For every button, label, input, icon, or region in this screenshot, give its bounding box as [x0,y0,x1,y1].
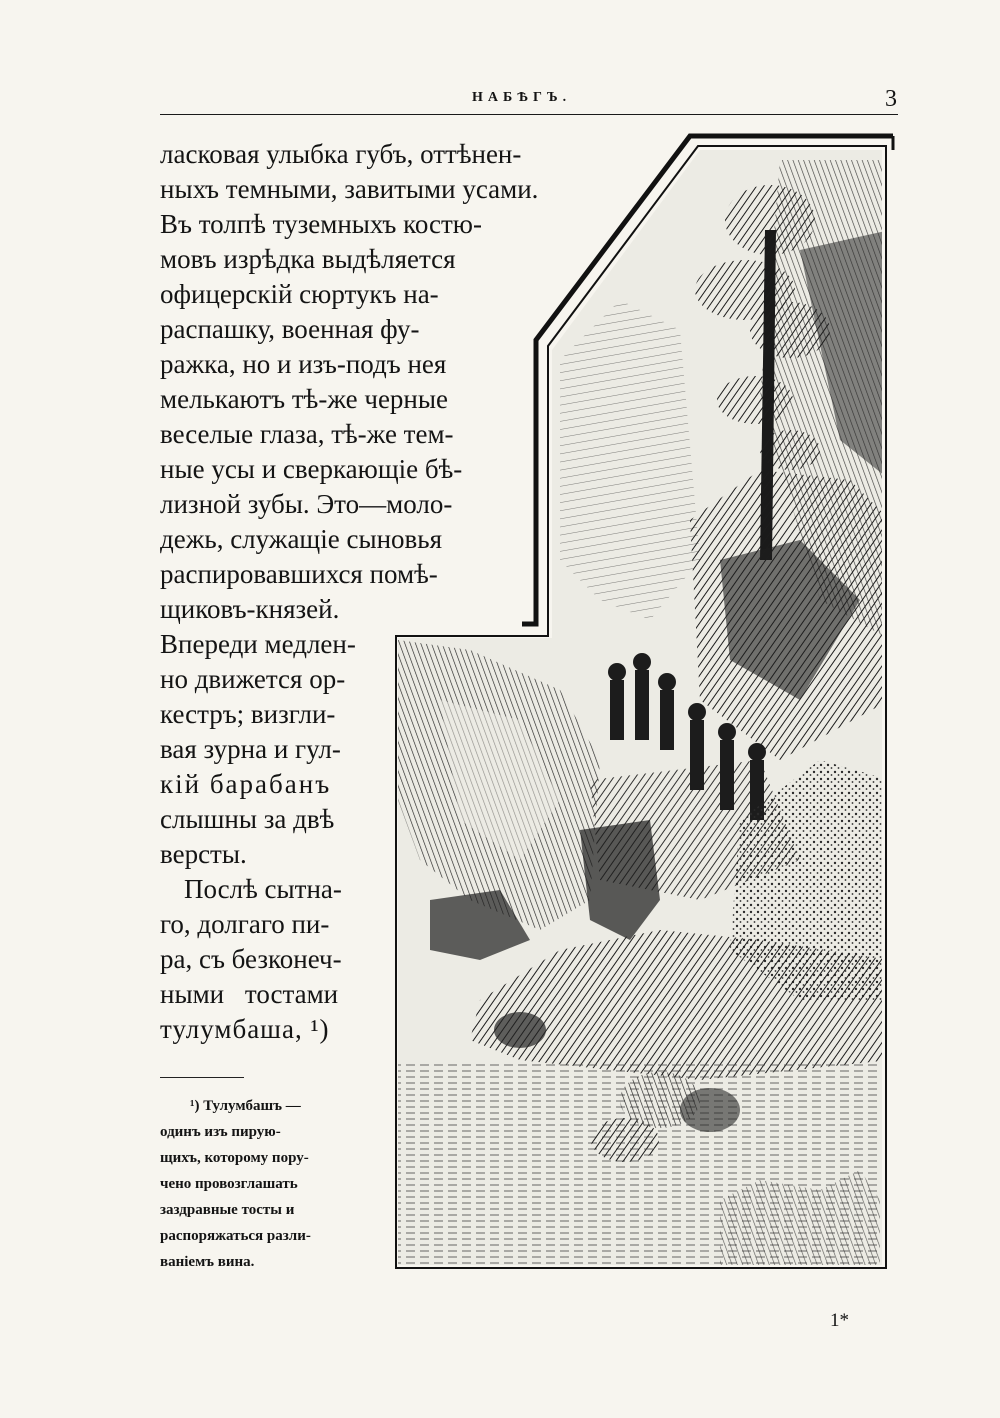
text-line: веселые глаза, тѣ-же тем- [160,419,454,449]
text-line: ласковая улыбка губъ, оттѣнен- [160,139,522,169]
text-line: но движется ор- [160,664,346,694]
text-line: распировавшихся помѣ- [160,559,438,589]
text-line: кестръ; визгли- [160,699,336,729]
text-line: мовъ изрѣдка выдѣляется [160,244,456,274]
footnote-rule [160,1077,244,1078]
page-number: 3 [885,86,897,112]
text-line: офицерскій сюртукъ на- [160,279,439,309]
text-line: кій барабанъ [160,769,332,799]
text-line: ражка, но и изъ-подъ нея [160,349,447,379]
text-line: версты. [160,839,247,869]
text-line: ра, съ безконеч- [160,944,342,974]
text-line: ныхъ темными, завитыми усами. [160,174,539,204]
footnote-line: одинъ изъ пирую- [160,1124,281,1140]
text-line: распашку, военная фу- [160,314,420,344]
text-line: дежь, служащіе сыновья [160,524,443,554]
signature-mark: 1* [830,1310,849,1331]
text-line: лизной зубы. Это—моло- [160,489,453,519]
footnote-line: заздравные тосты и [160,1202,295,1218]
text-line: вая зурна и гул- [160,734,341,764]
text-line: мелькаютъ тѣ-же черные [160,384,448,414]
running-title: НАБѢГЪ. [472,90,572,105]
footnote-line: ¹) Тулумбашъ — [190,1098,301,1114]
footnote-line: распоряжаться разли- [160,1228,311,1244]
text-line: Въ толпѣ туземныхъ костю- [160,209,482,239]
text-line: слышны за двѣ [160,804,335,834]
text-line: го, долгаго пи- [160,909,330,939]
text-line: Впереди медлен- [160,629,356,659]
footnote-line: чено провозглашать [160,1176,298,1192]
text-line: тулумбаша, ¹) [160,1014,330,1044]
footnote-line: щихъ, которому пору- [160,1150,309,1166]
text-line: ными тостами [160,979,339,1009]
text-line: Послѣ сытна- [184,874,342,904]
text-line: ные усы и сверкающіе бѣ- [160,454,463,484]
footnote-line: ваніемъ вина. [160,1254,255,1270]
text-line: щиковъ-князей. [160,594,340,624]
